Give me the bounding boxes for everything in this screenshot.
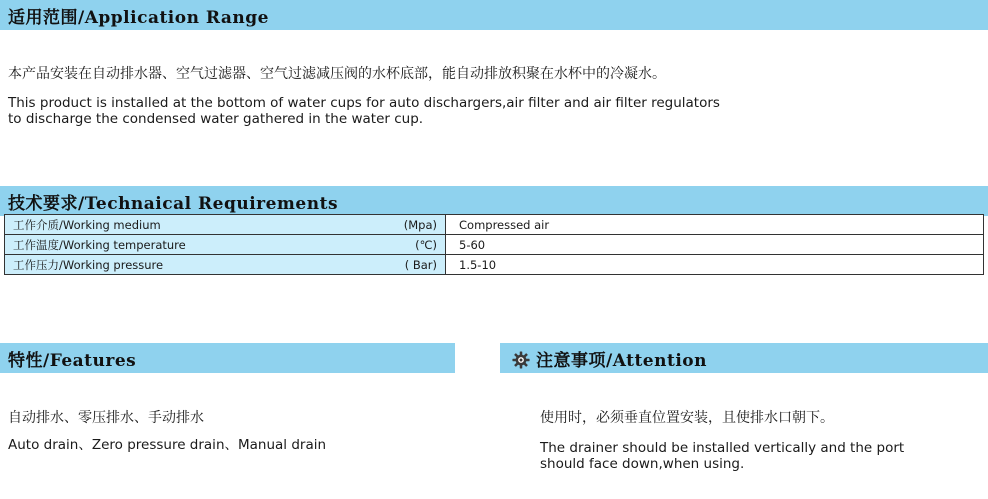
- features-header: [0, 343, 455, 373]
- attention-text-zh: 使用时，必须垂直位置安装，且使排水口朝下。: [540, 410, 834, 426]
- application-text-en-line2: to discharge the condensed water gathered in the water cup.: [8, 111, 424, 127]
- features-title: 特性/Features: [8, 351, 137, 371]
- features-text-en: Auto drain、Zero pressure drain、Manual drain: [8, 437, 327, 453]
- table-row: [5, 215, 984, 235]
- row-unit: (Mpa): [403, 218, 437, 232]
- attention-header: [500, 343, 988, 373]
- gear-icon: [512, 351, 530, 369]
- row-label: 工作温度/Working temperature: [13, 237, 186, 252]
- application-text-zh: 本产品安装在自动排水器、空气过滤器、空气过滤减压阀的水杯底部，能自动排放积聚在水杯中的冷凝水。: [8, 66, 666, 82]
- attention-text-en-line2: should face down,when using.: [540, 456, 745, 472]
- row-label: 工作介质/Working medium: [13, 217, 161, 232]
- requirements-header: [0, 186, 988, 216]
- requirements-table: [4, 214, 984, 275]
- features-text-zh: 自动排水、零压排水、手动排水: [8, 410, 204, 426]
- attention-title: 注意事项/Attention: [536, 351, 707, 371]
- row-unit: ( Bar): [404, 258, 437, 272]
- row-value: 1.5-10: [446, 255, 984, 275]
- row-unit: (℃): [415, 238, 437, 252]
- application-range-header: [0, 0, 988, 30]
- row-label: 工作压力/Working pressure: [13, 257, 164, 272]
- application-text-en-line1: This product is installed at the bottom of water cups for auto dischargers,air filter and air filter regulators: [8, 95, 720, 111]
- attention-text-en-line1: The drainer should be installed vertically and the port: [540, 440, 905, 456]
- row-value: 5-60: [446, 235, 984, 255]
- table-row: [5, 255, 984, 275]
- row-value: Compressed air: [446, 215, 984, 235]
- requirements-title: 技术要求/Technaical Requirements: [8, 194, 339, 214]
- table-row: [5, 235, 984, 255]
- application-range-title: 适用范围/Application Range: [8, 8, 269, 28]
